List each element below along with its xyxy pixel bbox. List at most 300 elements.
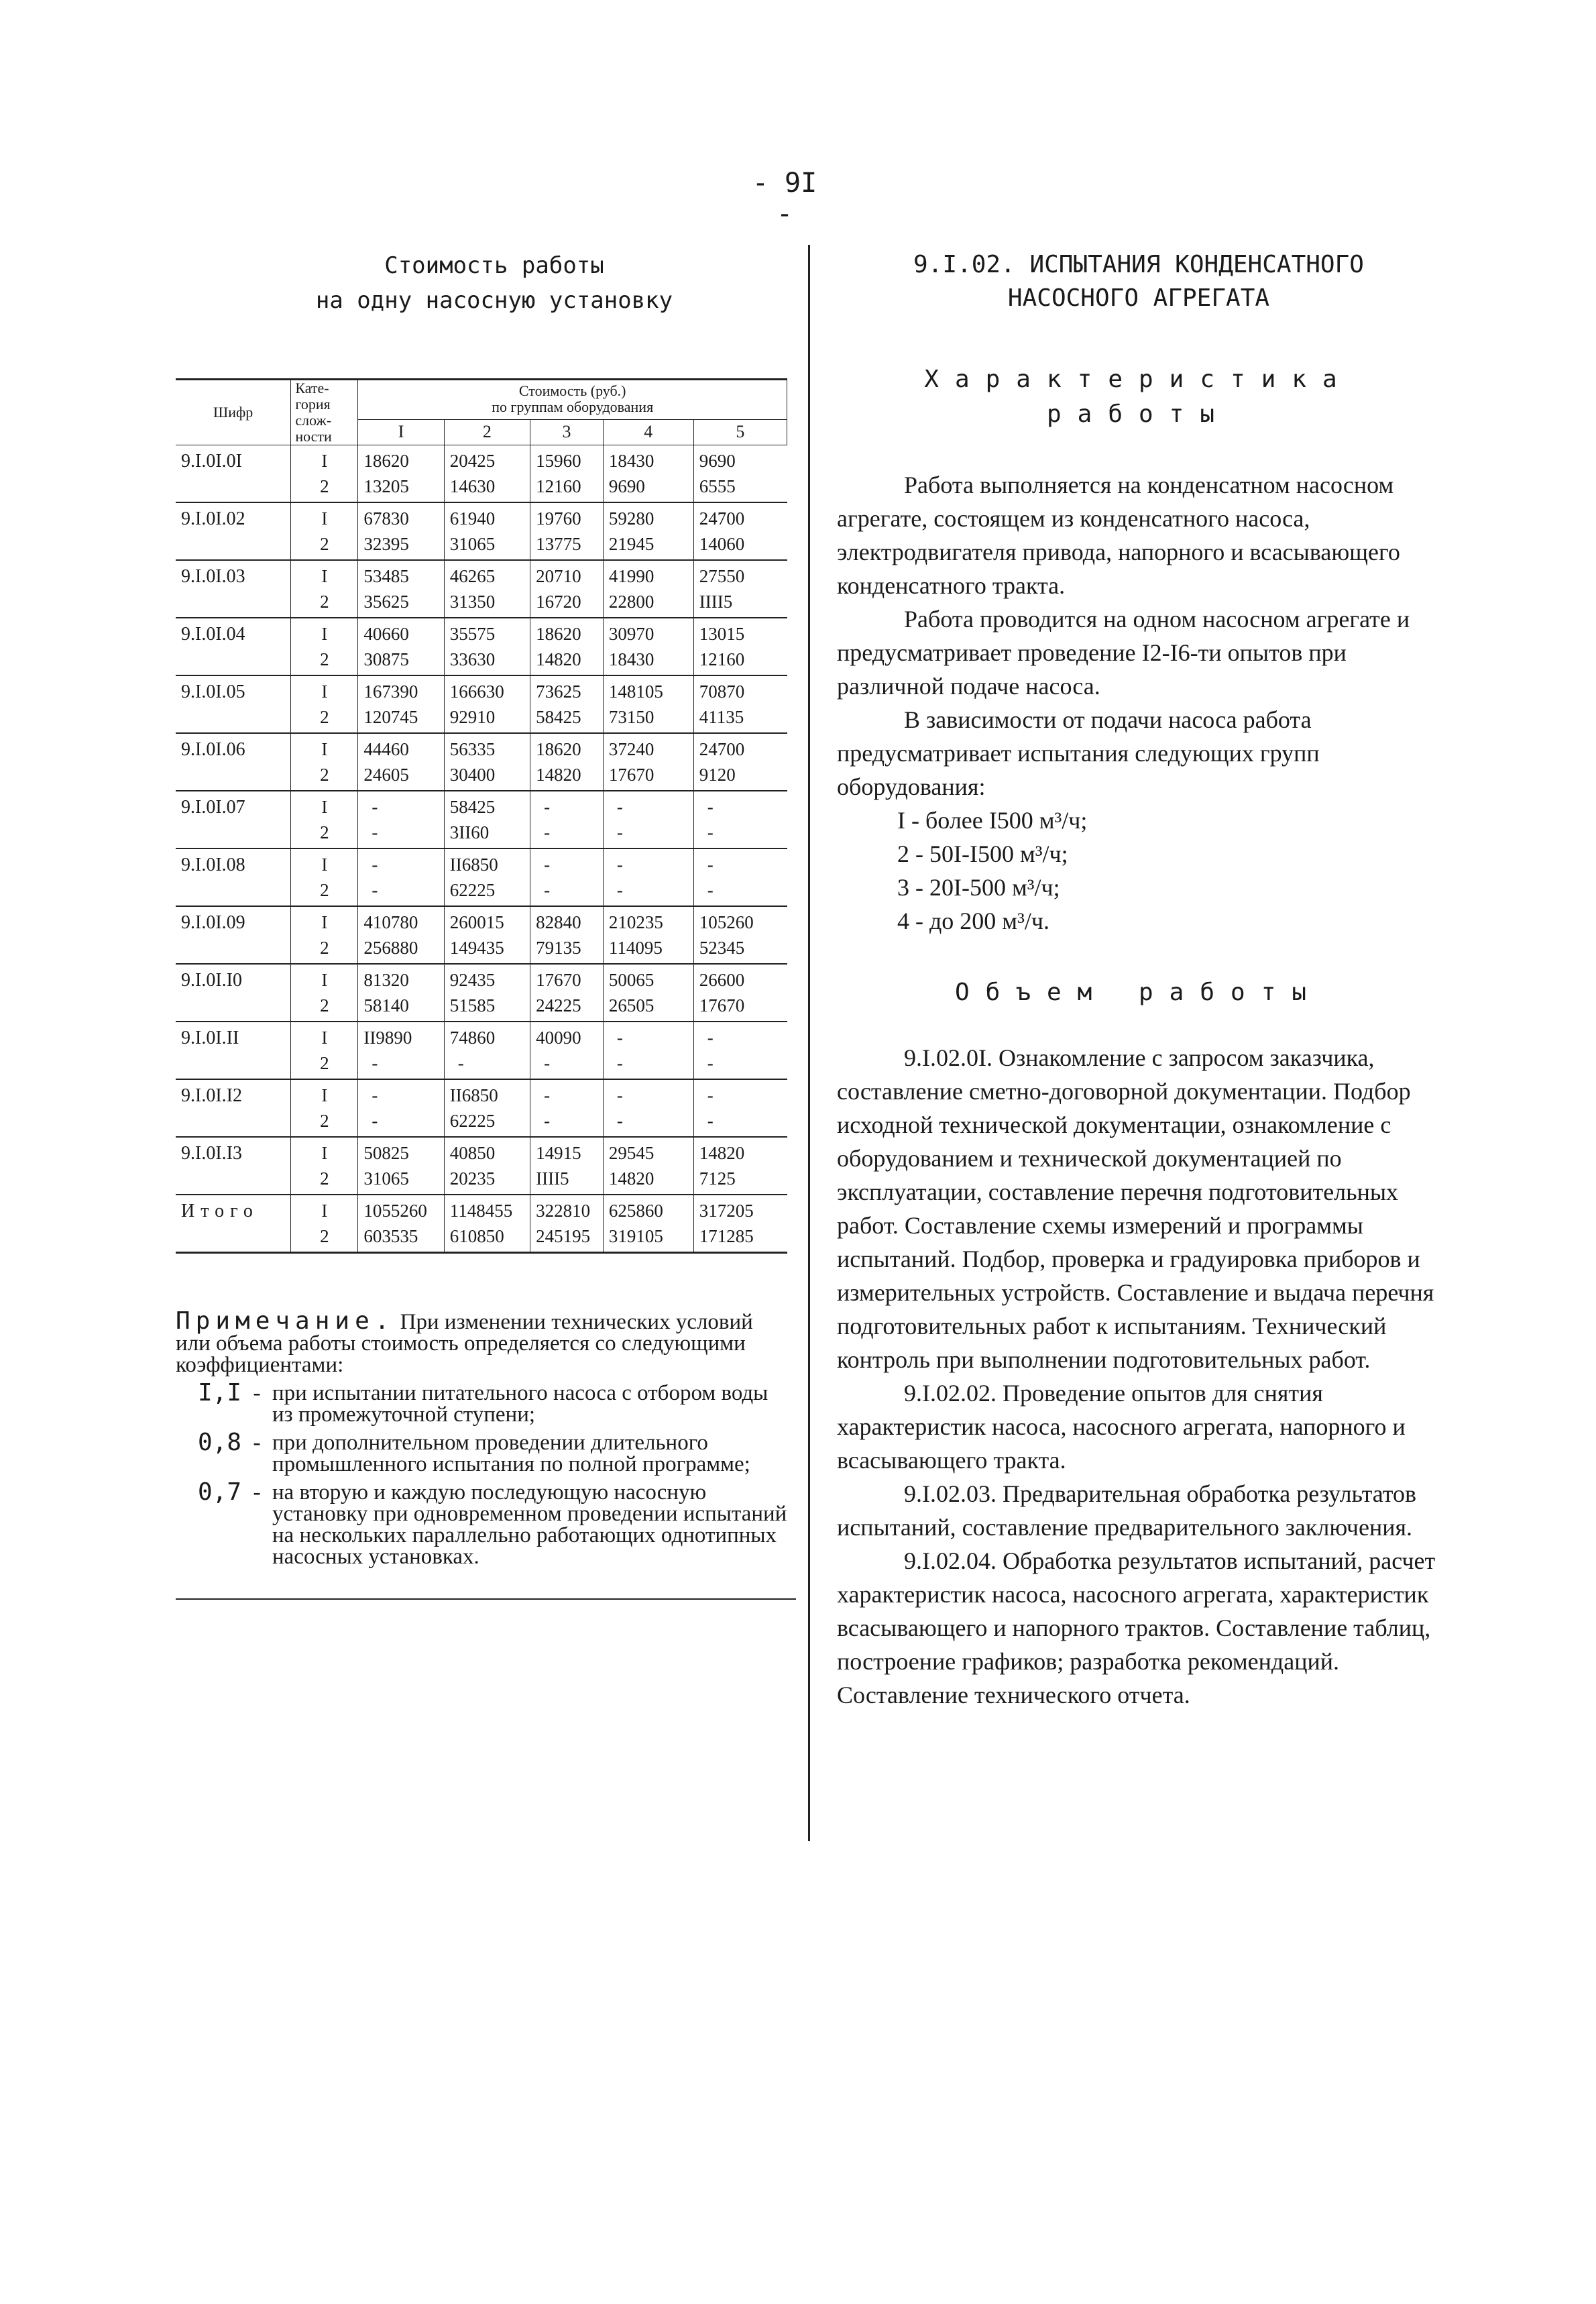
coeff-value: 0,7 [197,1478,241,1506]
cost-cell [603,791,693,848]
cost-value: 31065 [449,534,496,554]
cost-cell [693,445,787,503]
row-category [291,964,358,1022]
cost-value: 610850 [449,1226,504,1246]
cost-value: IIII5 [699,592,733,612]
category-value: 2 [320,1226,329,1246]
cost-value: - [544,1111,551,1131]
category-value: 2 [320,1111,329,1131]
cost-value: 26600 [699,970,745,990]
cost-cell [530,964,604,1022]
cost-value: - [616,1111,623,1131]
cost-value: 1148455 [449,1201,513,1221]
cost-value: 210235 [608,912,663,932]
cost-cell [530,445,604,503]
cost-value: 17670 [699,995,745,1016]
row-category [291,1022,358,1079]
table-row [176,618,787,675]
cost-value: - [707,880,714,900]
page-number: - 9I - [752,168,817,229]
cost-value: 166630 [449,681,504,702]
cost-cell [444,502,530,560]
cost-value: 260015 [449,912,504,932]
cost-value: 12160 [699,649,745,669]
cost-cell [603,964,693,1022]
coeff-value: 0,8 [197,1429,241,1456]
cost-value: 35625 [363,592,409,612]
cost-value: 15960 [536,451,581,471]
cost-value: 58140 [363,995,409,1016]
category-value: 2 [320,592,329,612]
work-item: 9.I.02.03. Предварительная обработка результатов испытаний, составление предварительного заключения. [837,1480,1417,1541]
row-code: 9.I.0I.I2 [176,1079,291,1137]
cost-value: 37240 [608,739,654,759]
cost-cell [444,560,530,618]
header-category-line: Кате- [295,380,329,396]
cost-cell [603,445,693,503]
characteristic-heading-line: Характеристика [924,366,1353,393]
row-category [291,675,358,733]
cost-cell [603,906,693,964]
cost-cell [358,445,444,503]
cost-value: 70870 [699,681,745,702]
group-item: 2 - 50I-I500 м³/ч; [897,840,1068,867]
cost-value: II9890 [363,1028,412,1048]
paragraph: В зависимости от подачи насоса работа предусматривает испытания следующих групп оборудования: [837,706,1320,800]
cost-value: 24700 [699,739,745,759]
cost-value: 73150 [608,707,654,727]
header-group: 3 [530,419,604,445]
cost-cell [358,964,444,1022]
coeff-dash: - [253,1430,261,1455]
category-value: I [321,855,328,875]
cost-value: - [544,822,551,842]
cost-cell [444,675,530,733]
cost-value: 171285 [699,1226,754,1246]
table-row [176,906,787,964]
cost-value: - [707,797,714,817]
cost-value: - [616,1085,623,1105]
cost-cell [358,906,444,964]
cost-value: 18620 [536,739,581,759]
cost-value: 120745 [363,707,418,727]
cost-value: 40660 [363,624,409,644]
cost-value: 256880 [363,938,418,958]
cost-cell [358,1195,444,1253]
cost-cell [603,848,693,906]
cost-cell [693,1137,787,1195]
cost-value: 13205 [363,476,409,496]
cost-value: 7125 [699,1168,736,1189]
row-category [291,733,358,791]
coeff-text: при испытании питательного насоса с отбором воды из промежуточной ступени; [272,1381,768,1427]
cost-value: 20235 [449,1168,496,1189]
cost-value: 46265 [449,566,496,586]
row-code: 9.I.0I.05 [176,675,291,733]
cost-value: 20710 [536,566,581,586]
cost-value: - [372,880,378,900]
cost-value: 79135 [536,938,581,958]
cost-cell [530,906,604,964]
cost-value: 22800 [608,592,654,612]
cost-value: 31350 [449,592,496,612]
cost-cell [444,618,530,675]
cost-value: 18430 [608,451,654,471]
cost-cell [693,733,787,791]
cost-value: - [707,855,714,875]
header-category-line: гория [295,396,331,413]
cost-value: 14820 [608,1168,654,1189]
cost-value: 52345 [699,938,745,958]
category-value: I [321,1201,328,1221]
row-category [291,906,358,964]
cost-cell [693,848,787,906]
row-category [291,618,358,675]
cost-cell [444,1022,530,1079]
category-value: I [321,1143,328,1163]
note-coeff [176,1478,793,1569]
cost-cell [693,1195,787,1253]
category-value: I [321,451,328,471]
section-title [837,248,1440,315]
coeff-text: на вторую и каждую последующую насосную установку при одновременном проведении испытаний на нескольких параллельно работающих однотипных насосных установках. [272,1480,787,1569]
category-value: 2 [320,1168,329,1189]
cost-value: 17670 [536,970,581,990]
cost-cell [358,560,444,618]
note-intro: При изменении технических условий или объема работы стоимость определяется со следующими коэффициентами: [176,1310,753,1377]
cost-value: - [372,1053,378,1073]
right-column [837,248,1440,1712]
cost-value: - [372,797,378,817]
category-value: I [321,508,328,529]
paragraph: Работа проводится на одном насосном агрегате и предусматривает проведение I2-I6-ти опытов при различной подаче насоса. [837,606,1410,700]
group-item: 3 - 20I-500 м³/ч; [897,874,1060,901]
row-category [291,848,358,906]
category-value: 2 [320,534,329,554]
section-title-line: НАСОСНОГО АГРЕГАТА [1007,284,1270,312]
cost-cell [603,1137,693,1195]
work-items [837,1041,1440,1712]
group-item: 4 - до 200 м³/ч. [897,908,1049,934]
cost-value: 62225 [449,880,496,900]
cost-value: 58425 [449,797,496,817]
category-value: I [321,797,328,817]
cost-value: 9690 [699,451,736,471]
cost-cell [444,848,530,906]
category-value: 2 [320,707,329,727]
coeff-value: I,I [197,1379,241,1407]
note-lead: Примечание. [176,1307,395,1335]
note [176,1307,793,1569]
cost-value: 30875 [363,649,409,669]
cost-table [176,378,787,1254]
cost-cell [530,675,604,733]
cost-value: 82840 [536,912,581,932]
table-row [176,502,787,560]
coeff-text: при дополнительном проведении длительного промышленного испытания по полной программе; [272,1431,750,1476]
cost-cell [530,618,604,675]
header-category-line: слож- [295,412,332,429]
cost-value: 32395 [363,534,409,554]
row-code: 9.I.0I.II [176,1022,291,1079]
cost-value: 41135 [699,707,744,727]
cost-cell [603,1022,693,1079]
cost-cell [358,1079,444,1137]
row-category [291,1079,358,1137]
cost-cell [530,502,604,560]
row-code: 9.I.0I.04 [176,618,291,675]
category-value: I [321,1085,328,1105]
cost-value: 21945 [608,534,654,554]
cost-value: II6850 [449,855,498,875]
header-category-line: ности [295,428,332,445]
category-value: I [321,681,328,702]
cost-cell [603,733,693,791]
table-row [176,1022,787,1079]
cost-cell [358,733,444,791]
cost-cell [444,1137,530,1195]
cost-value: 13015 [699,624,745,644]
work-item: 9.I.02.02. Проведение опытов для снятия характеристик насоса, насосного агрегата, напорного и всасывающего тракта. [837,1380,1406,1474]
row-category [291,502,358,560]
cost-value: 245195 [536,1226,591,1246]
row-code: 9.I.0I.0I [176,445,291,503]
cost-value: 74860 [449,1028,496,1048]
work-item: 9.I.02.04. Обработка результатов испытаний, расчет характеристик насоса, насосного агрегата, характеристик всасывающего и напорного трактов. Составление таблиц, построение графиков; разработка рекомендаций. Составление технического отчета. [837,1547,1436,1708]
table-row [176,1137,787,1195]
category-value: 2 [320,649,329,669]
cost-value: 6555 [699,476,736,496]
table-row [176,791,787,848]
cost-value: 410780 [363,912,418,932]
cost-value: 14820 [699,1143,745,1163]
row-code: 9.I.0I.09 [176,906,291,964]
volume-heading: Объем работы [954,979,1323,1006]
coeff-dash: - [253,1380,261,1405]
cost-value: - [707,822,714,842]
row-code: 9.I.0I.I3 [176,1137,291,1195]
cost-cell [444,964,530,1022]
cost-value: - [372,822,378,842]
cost-cell [693,1079,787,1137]
cost-value: 3II60 [449,822,490,842]
row-code: 9.I.0I.02 [176,502,291,560]
cost-value: 18620 [536,624,581,644]
cost-value: 67830 [363,508,409,529]
characteristic-heading-line: работы [1046,400,1231,428]
cost-value: 40850 [449,1143,496,1163]
header-group: 4 [603,419,693,445]
cost-cell [603,1195,693,1253]
category-value: 2 [320,822,329,842]
category-value: I [321,970,328,990]
cost-cell [693,791,787,848]
cost-cell [693,906,787,964]
cost-cell [444,1195,530,1253]
cost-cell [358,1137,444,1195]
cost-value: 319105 [608,1226,663,1246]
cost-value: - [544,855,551,875]
cost-cell [530,791,604,848]
cost-value: - [616,822,623,842]
paragraph: Работа выполняется на конденсатном насосном агрегате, состоящем из конденсатного насоса, электродвигателя привода, напорного и всасывающего конденсатного тракта. [837,472,1400,599]
cost-value: 14060 [699,534,745,554]
cost-cell [693,502,787,560]
cost-value: - [707,1085,714,1105]
category-value: I [321,566,328,586]
category-value: 2 [320,880,329,900]
bottom-rule [176,1598,796,1600]
cost-value: 58425 [536,707,581,727]
cost-cell [444,906,530,964]
cost-value: 35575 [449,624,496,644]
cost-value: 30970 [608,624,654,644]
cost-value: - [616,797,623,817]
cost-value: 9690 [608,476,645,496]
cost-cell [444,791,530,848]
cost-value: 14630 [449,476,496,496]
cost-value: - [707,1111,714,1131]
cost-value: 50825 [363,1143,409,1163]
cost-value: 56335 [449,739,496,759]
cost-cell [693,1022,787,1079]
section-title-line: 9.I.02. ИСПЫТАНИЯ КОНДЕНСАТНОГО [913,251,1364,278]
cost-cell [530,848,604,906]
cost-value: 26505 [608,995,654,1016]
row-category [291,1137,358,1195]
cost-cell [358,502,444,560]
cost-cell [530,1022,604,1079]
cost-value: 16720 [536,592,581,612]
header-cost-line: Стоимость (руб.) [518,382,626,399]
cost-cell [603,502,693,560]
header-group: I [358,419,444,445]
cost-value: 24225 [536,995,581,1016]
table-row [176,560,787,618]
characteristic-heading [837,362,1440,432]
work-item: 9.I.02.0I. Ознакомление с запросом заказчика, составление сметно-договорной документации. Подбор исходной технической документации, ознакомление с оборудованием и технической документацией по эксплуатации, составление перечня подготовительных работ. Составление схемы измерений и программы испытаний. Подбор, проверка и градуировка приборов и измерительных устройств. Составление и выдача перечня подготовительных работ к испытаниям. Технический контроль при выполнении подготовительных работ. [837,1044,1434,1373]
category-value: I [321,1028,328,1048]
cost-cell [530,1137,604,1195]
cost-value: - [707,1053,714,1073]
note-coeff [176,1379,793,1427]
table-title [196,248,793,318]
cost-value: - [457,1053,464,1073]
row-code: 9.I.0I.03 [176,560,291,618]
cost-cell [358,618,444,675]
cost-value: 41990 [608,566,654,586]
cost-cell [530,733,604,791]
cost-value: - [616,1028,623,1048]
category-value: I [321,739,328,759]
table-title-line: на одну насосную установку [315,287,673,314]
table-row [176,1079,787,1137]
cost-value: - [544,797,551,817]
category-value: 2 [320,476,329,496]
cost-value: - [544,880,551,900]
cost-cell [693,964,787,1022]
cost-value: 24605 [363,765,409,785]
cost-value: - [544,1053,551,1073]
cost-value: 12160 [536,476,581,496]
cost-value: - [372,1085,378,1105]
cost-value: 31065 [363,1168,409,1189]
cost-cell [603,675,693,733]
cost-cell [358,848,444,906]
cost-value: 14820 [536,765,581,785]
cost-cell [603,560,693,618]
cost-value: 105260 [699,912,754,932]
cost-value: 18430 [608,649,654,669]
note-coeff [176,1429,793,1476]
row-code: 9.I.0I.08 [176,848,291,906]
cost-value: 44460 [363,739,409,759]
table-row [176,733,787,791]
table-row [176,445,787,503]
cost-value: - [372,855,378,875]
row-code: 9.I.0I.I0 [176,964,291,1022]
cost-value: 603535 [363,1226,418,1246]
cost-value: - [372,1111,378,1131]
category-value: 2 [320,765,329,785]
cost-value: 17670 [608,765,654,785]
cost-cell [693,560,787,618]
cost-value: 18620 [363,451,409,471]
cost-value: 14820 [536,649,581,669]
row-code: 9.I.0I.07 [176,791,291,848]
cost-value: 53485 [363,566,409,586]
cost-value: - [707,1028,714,1048]
cost-value: II6850 [449,1085,498,1105]
category-value: 2 [320,995,329,1016]
cost-value: 19760 [536,508,581,529]
cost-cell [444,733,530,791]
category-value: 2 [320,938,329,958]
cost-cell [603,1079,693,1137]
table-row [176,675,787,733]
cost-value: 167390 [363,681,418,702]
cost-value: - [616,1053,623,1073]
total-row [176,1195,787,1253]
table-row [176,848,787,906]
cost-value: 24700 [699,508,745,529]
cost-value: 20425 [449,451,496,471]
column-divider [808,245,810,1841]
row-category [291,560,358,618]
cost-cell [530,1195,604,1253]
row-category [291,445,358,503]
cost-value: 148105 [608,681,663,702]
header-cost-line: по группам оборудования [492,398,654,415]
cost-cell [358,1022,444,1079]
category-value: 2 [320,1053,329,1073]
cost-value: 92910 [449,707,496,727]
cost-value: 59280 [608,508,654,529]
header-group: 2 [444,419,530,445]
header-code: Шифр [176,380,291,445]
table-row [176,964,787,1022]
cost-value: 29545 [608,1143,654,1163]
cost-value: 40090 [536,1028,581,1048]
header-category [291,380,358,445]
cost-cell [358,791,444,848]
cost-value: 62225 [449,1111,496,1131]
cost-cell [444,1079,530,1137]
header-group: 5 [693,419,787,445]
cost-value: - [544,1085,551,1105]
group-item: I - более I500 м³/ч; [897,807,1088,834]
cost-value: 13775 [536,534,581,554]
